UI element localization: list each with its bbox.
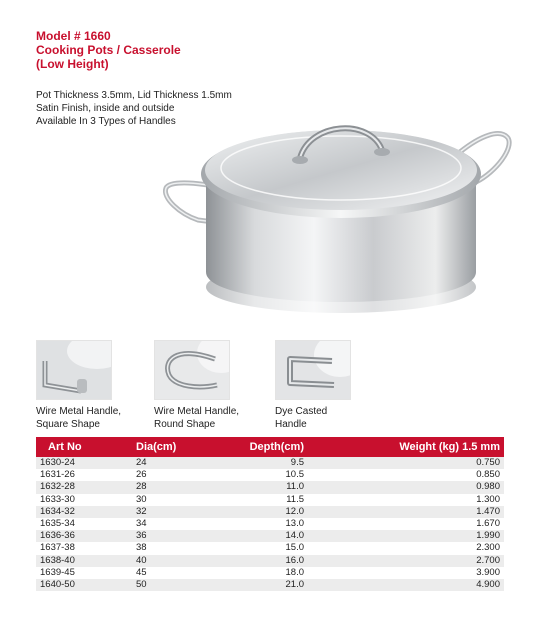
cell-art-no: 1640-50 [36, 579, 132, 591]
casserole-pot-image [160, 112, 520, 327]
cell-dia: 34 [132, 518, 220, 530]
table-row [36, 506, 504, 518]
cell-art-no: 1636-36 [36, 530, 132, 542]
handle-thumb-square [36, 340, 112, 400]
product-title [36, 29, 181, 71]
handle-thumb-diecast [275, 340, 351, 400]
table-row [36, 494, 504, 506]
round-wire-handle-icon [155, 341, 229, 399]
cell-art-no: 1631-26 [36, 469, 132, 481]
handle-caption-line: Round Shape [154, 419, 216, 430]
cell-depth: 10.5 [220, 469, 308, 481]
cell-dia: 45 [132, 567, 220, 579]
cell-weight: 0.980 [308, 481, 504, 493]
cell-art-no: 1638-40 [36, 555, 132, 567]
table-header-row [36, 437, 504, 457]
cell-depth: 11.0 [220, 481, 308, 493]
cell-dia: 32 [132, 506, 220, 518]
header-art-no: Art No [36, 437, 132, 457]
cell-depth: 9.5 [220, 457, 308, 469]
table-row [36, 567, 504, 579]
handle-thumb-round [154, 340, 230, 400]
cell-weight: 3.900 [308, 567, 504, 579]
table-row [36, 457, 504, 469]
handle-caption-line: Dye Casted [275, 406, 328, 417]
handle-caption-round [154, 405, 239, 431]
cell-weight: 1.300 [308, 494, 504, 506]
handle-caption-diecast [275, 405, 327, 431]
cell-depth: 15.0 [220, 542, 308, 554]
header-depth: Depth(cm) [220, 437, 308, 457]
cell-art-no: 1633-30 [36, 494, 132, 506]
cell-art-no: 1634-32 [36, 506, 132, 518]
cell-dia: 30 [132, 494, 220, 506]
handle-caption-line: Handle [275, 419, 307, 430]
cell-depth: 12.0 [220, 506, 308, 518]
table-row [36, 579, 504, 591]
cell-depth: 13.0 [220, 518, 308, 530]
table-row [36, 469, 504, 481]
cell-depth: 18.0 [220, 567, 308, 579]
table-row [36, 555, 504, 567]
table-row [36, 518, 504, 530]
size-table [36, 437, 504, 591]
cell-depth: 11.5 [220, 494, 308, 506]
cell-weight: 1.470 [308, 506, 504, 518]
table-row [36, 542, 504, 554]
cell-art-no: 1630-24 [36, 457, 132, 469]
cell-weight: 0.750 [308, 457, 504, 469]
cell-weight: 4.900 [308, 579, 504, 591]
cell-dia: 50 [132, 579, 220, 591]
header-dia: Dia(cm) [132, 437, 220, 457]
handle-caption-square [36, 405, 121, 431]
handle-caption-line: Square Shape [36, 419, 100, 430]
spec-line: Pot Thickness 3.5mm, Lid Thickness 1.5mm [36, 90, 232, 101]
cell-dia: 24 [132, 457, 220, 469]
cell-dia: 28 [132, 481, 220, 493]
cell-depth: 14.0 [220, 530, 308, 542]
model-number: Model # 1660 [36, 29, 111, 43]
handle-caption-line: Wire Metal Handle, [36, 406, 122, 417]
cell-dia: 26 [132, 469, 220, 481]
cell-dia: 40 [132, 555, 220, 567]
cell-weight: 2.300 [308, 542, 504, 554]
cell-weight: 2.700 [308, 555, 504, 567]
die-cast-handle-icon [276, 341, 350, 399]
product-variant: (Low Height) [36, 57, 109, 71]
cell-depth: 16.0 [220, 555, 308, 567]
cell-art-no: 1632-28 [36, 481, 132, 493]
handle-caption-line: Wire Metal Handle, [154, 406, 240, 417]
cell-art-no: 1635-34 [36, 518, 132, 530]
square-wire-handle-icon [37, 341, 111, 399]
table-row [36, 530, 504, 542]
cell-weight: 1.990 [308, 530, 504, 542]
header-weight: Weight (kg) 1.5 mm [308, 437, 504, 457]
cell-weight: 0.850 [308, 469, 504, 481]
cell-art-no: 1639-45 [36, 567, 132, 579]
spec-line: Available In 3 Types of Handles [36, 116, 176, 127]
product-name: Cooking Pots / Casserole [36, 43, 181, 57]
cell-dia: 36 [132, 530, 220, 542]
table-row [36, 481, 504, 493]
spec-line: Satin Finish, inside and outside [36, 103, 175, 114]
cell-dia: 38 [132, 542, 220, 554]
cell-art-no: 1637-38 [36, 542, 132, 554]
cell-depth: 21.0 [220, 579, 308, 591]
cell-weight: 1.670 [308, 518, 504, 530]
